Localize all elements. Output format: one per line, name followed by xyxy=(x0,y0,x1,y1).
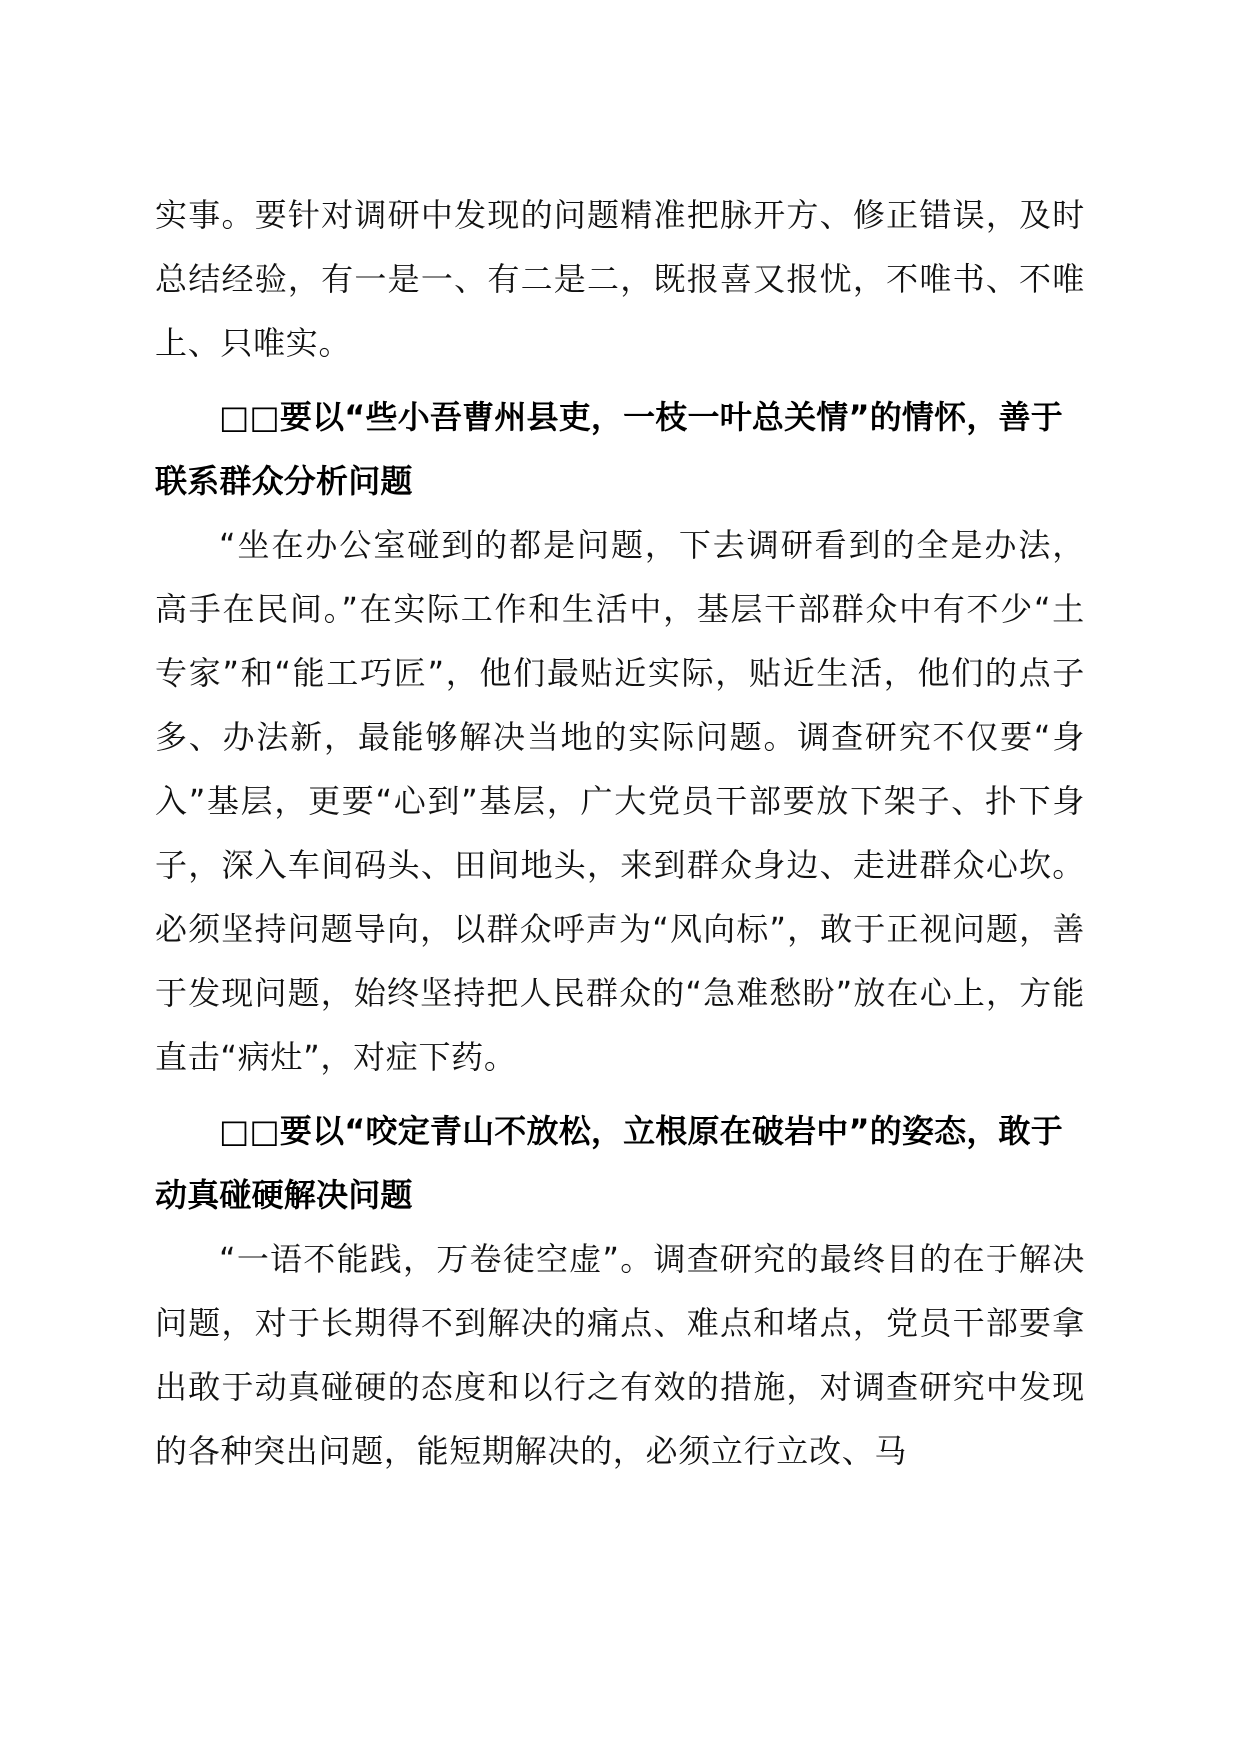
section-paragraph-3: “一语不能践，万卷徒空虚”。调查研究的最终目的在于解决问题，对于长期得不到解决的痛点、难点和堵点，党员干部要拿出敢于动真碰硬的态度和以行之有效的措施，对调查研究中发现的各种突出问题，能短期解决的，必须立行立改、马 xyxy=(155,1240,1085,1470)
spacer xyxy=(155,1089,1085,1099)
section-paragraph-2: “坐在办公室碰到的都是问题，下去调研看到的全是办法，高手在民间。”在实际工作和生活中，基层干部群众中有不少“土专家”和“能工巧匠”，他们最贴近实际，贴近生活，他们的点子多、办法新，最能够解决当地的实际问题。调查研究不仅要“身入”基层，更要“心到”基层，广大党员干部要放下架子、扑下身子，深入车间码头、田间地头，来到群众身边、走进群众心坎。必须坚持问题导向，以群众呼声为“风向标”，敢于正视问题，善于发现问题，始终坚持把人民群众的“急难愁盼”放在心上，方能直击“病灶”，对症下药。 xyxy=(155,526,1085,1076)
section-heading-3: □□要以“咬定青山不放松，立根原在破岩中”的姿态，敢于动真碰硬解决问题 xyxy=(155,1112,1063,1214)
spacer xyxy=(155,375,1085,385)
section-heading-2: □□要以“些小吾曹州县吏，一枝一叶总关情”的情怀，善于联系群众分析问题 xyxy=(155,398,1063,500)
continued-paragraph: 实事。要针对调研中发现的问题精准把脉开方、修正错误，及时总结经验，有一是一、有二是二，既报喜又报忧，不唯书、不唯上、只唯实。 xyxy=(155,196,1085,362)
document-body xyxy=(155,183,1085,1483)
